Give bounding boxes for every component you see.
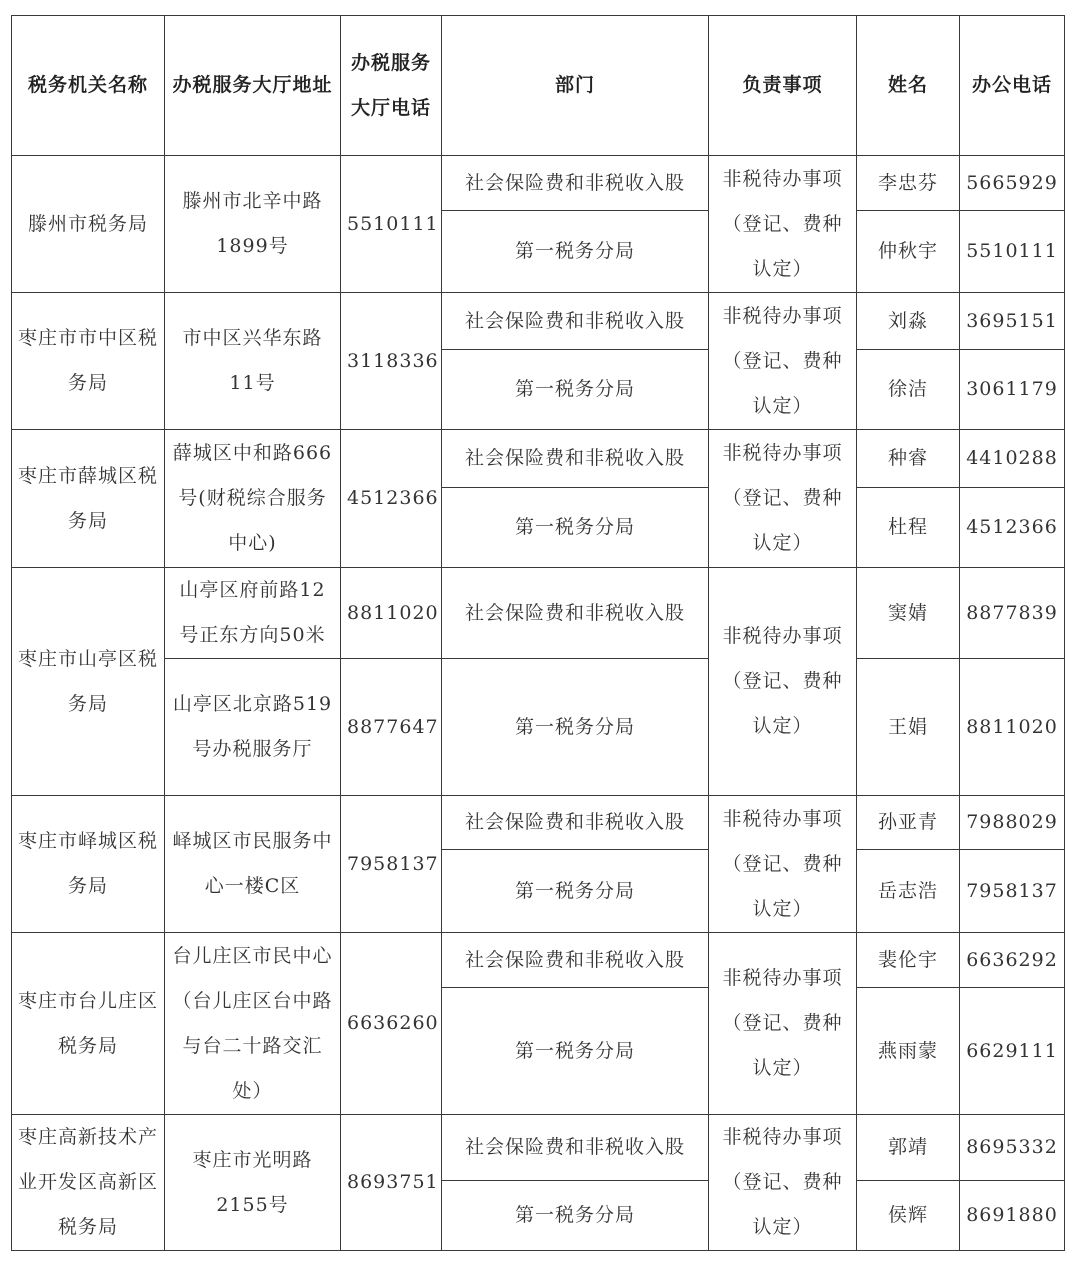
office-phone-cell: 6636292	[960, 933, 1065, 988]
office-phone-cell: 6629111	[960, 988, 1065, 1115]
name-cell: 郭靖	[857, 1115, 960, 1181]
hall-phone-cell: 6636260	[341, 933, 442, 1115]
dept-cell: 社会保险费和非税收入股	[442, 933, 709, 988]
org-cell: 枣庄高新技术产业开发区高新区税务局	[12, 1115, 165, 1251]
address-cell: 市中区兴华东路11号	[165, 293, 341, 430]
office-phone-cell: 7988029	[960, 796, 1065, 850]
office-phone-cell: 5510111	[960, 211, 1065, 293]
name-cell: 仲秋宇	[857, 211, 960, 293]
dept-cell: 社会保险费和非税收入股	[442, 156, 709, 211]
hall-phone-cell: 8877647	[341, 659, 442, 796]
address-cell: 山亭区北京路519号办税服务厅	[165, 659, 341, 796]
address-cell: 台儿庄区市民中心（台儿庄区台中路与台二十路交汇处）	[165, 933, 341, 1115]
name-cell: 李忠芬	[857, 156, 960, 211]
address-cell: 山亭区府前路12号正东方向50米	[165, 568, 341, 659]
hall-phone-cell: 8693751	[341, 1115, 442, 1251]
dept-cell: 第一税务分局	[442, 850, 709, 933]
table-row	[12, 659, 1065, 796]
dept-cell: 社会保险费和非税收入股	[442, 1115, 709, 1181]
office-phone-cell: 8811020	[960, 659, 1065, 796]
header-office-phone: 办公电话	[960, 16, 1065, 156]
duty-cell: 非税待办事项（登记、费种认定）	[709, 293, 857, 430]
table-row	[12, 156, 1065, 211]
name-cell: 岳志浩	[857, 850, 960, 933]
hall-phone-cell: 5510111	[341, 156, 442, 293]
table-row	[12, 796, 1065, 850]
name-cell: 杜程	[857, 488, 960, 568]
table-row	[12, 1115, 1065, 1181]
address-cell: 枣庄市光明路2155号	[165, 1115, 341, 1251]
dept-cell: 社会保险费和非税收入股	[442, 293, 709, 350]
office-phone-cell: 8695332	[960, 1115, 1065, 1181]
duty-cell: 非税待办事项（登记、费种认定）	[709, 568, 857, 796]
org-cell: 枣庄市台儿庄区税务局	[12, 933, 165, 1115]
dept-cell: 第一税务分局	[442, 350, 709, 430]
table-row	[12, 933, 1065, 988]
address-cell: 滕州市北辛中路1899号	[165, 156, 341, 293]
office-phone-cell: 3695151	[960, 293, 1065, 350]
name-cell: 种睿	[857, 430, 960, 488]
hall-phone-cell: 8811020	[341, 568, 442, 659]
org-cell: 滕州市税务局	[12, 156, 165, 293]
dept-cell: 第一税务分局	[442, 211, 709, 293]
header-row	[12, 16, 1065, 156]
name-cell: 孙亚青	[857, 796, 960, 850]
table-row	[12, 430, 1065, 488]
office-phone-cell: 4410288	[960, 430, 1065, 488]
dept-cell: 第一税务分局	[442, 659, 709, 796]
dept-cell: 第一税务分局	[442, 1181, 709, 1251]
header-dept: 部门	[442, 16, 709, 156]
header-hall-phone: 办税服务大厅电话	[341, 16, 442, 156]
dept-cell: 第一税务分局	[442, 488, 709, 568]
org-cell: 枣庄市市中区税务局	[12, 293, 165, 430]
name-cell: 徐洁	[857, 350, 960, 430]
hall-phone-cell: 3118336	[341, 293, 442, 430]
hall-phone-cell: 4512366	[341, 430, 442, 568]
office-phone-cell: 7958137	[960, 850, 1065, 933]
duty-cell: 非税待办事项（登记、费种认定）	[709, 796, 857, 933]
name-cell: 刘淼	[857, 293, 960, 350]
address-cell: 薛城区中和路666号(财税综合服务中心)	[165, 430, 341, 568]
table-row	[12, 293, 1065, 350]
name-cell: 裴伦宇	[857, 933, 960, 988]
duty-cell: 非税待办事项（登记、费种认定）	[709, 430, 857, 568]
office-phone-cell: 4512366	[960, 488, 1065, 568]
name-cell: 侯辉	[857, 1181, 960, 1251]
tax-office-table	[11, 15, 1065, 1251]
header-address: 办税服务大厅地址	[165, 16, 341, 156]
org-cell: 枣庄市薛城区税务局	[12, 430, 165, 568]
header-name: 姓名	[857, 16, 960, 156]
office-phone-cell: 3061179	[960, 350, 1065, 430]
office-phone-cell: 8691880	[960, 1181, 1065, 1251]
name-cell: 王娟	[857, 659, 960, 796]
table-row	[12, 568, 1065, 659]
duty-cell: 非税待办事项（登记、费种认定）	[709, 156, 857, 293]
dept-cell: 社会保险费和非税收入股	[442, 796, 709, 850]
org-cell: 枣庄市山亭区税务局	[12, 568, 165, 796]
office-phone-cell: 8877839	[960, 568, 1065, 659]
name-cell: 燕雨蒙	[857, 988, 960, 1115]
hall-phone-cell: 7958137	[341, 796, 442, 933]
duty-cell: 非税待办事项（登记、费种认定）	[709, 933, 857, 1115]
org-cell: 枣庄市峄城区税务局	[12, 796, 165, 933]
name-cell: 窦婧	[857, 568, 960, 659]
office-phone-cell: 5665929	[960, 156, 1065, 211]
header-org: 税务机关名称	[12, 16, 165, 156]
dept-cell: 社会保险费和非税收入股	[442, 430, 709, 488]
dept-cell: 社会保险费和非税收入股	[442, 568, 709, 659]
address-cell: 峄城区市民服务中心一楼C区	[165, 796, 341, 933]
duty-cell: 非税待办事项（登记、费种认定）	[709, 1115, 857, 1251]
header-duty: 负责事项	[709, 16, 857, 156]
dept-cell: 第一税务分局	[442, 988, 709, 1115]
